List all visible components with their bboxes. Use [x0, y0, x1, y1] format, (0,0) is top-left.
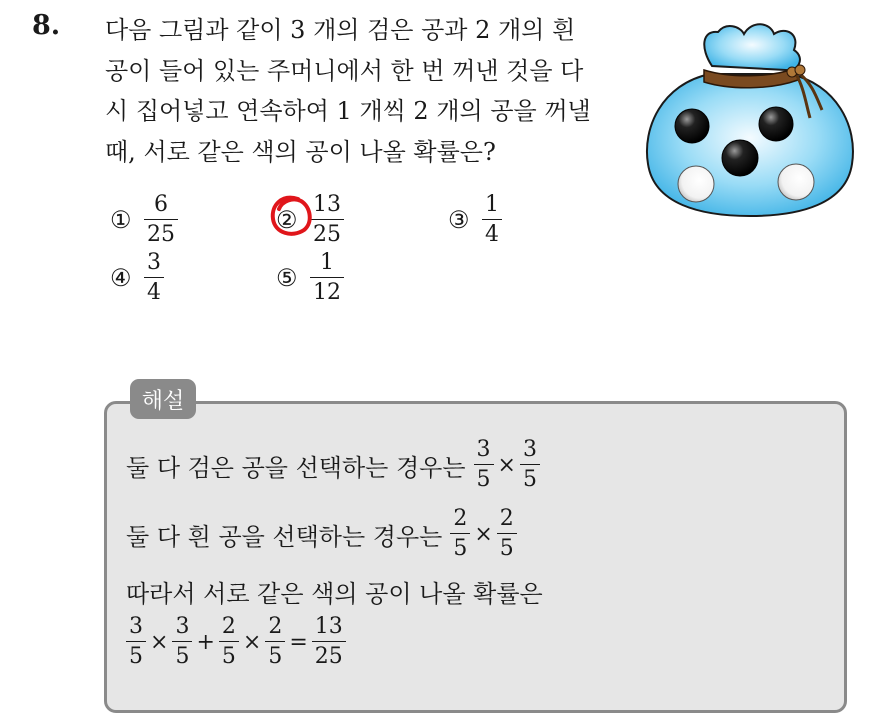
denominator: 4 [144, 277, 164, 306]
solution-equation [126, 614, 346, 670]
choice-3[interactable] [448, 192, 502, 248]
numerator: 2 [221, 614, 236, 639]
pouch-with-balls-icon [640, 18, 858, 218]
operator: × [497, 452, 516, 478]
fraction [497, 506, 517, 562]
question-text [105, 10, 625, 172]
fraction [312, 614, 346, 670]
choice-label-text: ② [276, 206, 298, 234]
choice-fraction [310, 192, 344, 248]
denominator: 25 [312, 641, 346, 670]
fraction [172, 614, 192, 670]
numerator: 3 [522, 437, 537, 462]
solution-text: 둘 다 검은 공을 선택하는 경우는 [126, 453, 466, 482]
numerator: 2 [499, 506, 514, 531]
solution-line-1 [126, 437, 540, 493]
question-line: 다음 그림과 같이 3 개의 검은 공과 2 개의 흰 [105, 16, 576, 44]
solution-text: 둘 다 흰 공을 선택하는 경우는 [126, 522, 443, 551]
solution-line-2 [126, 506, 517, 562]
operator: × [242, 629, 262, 655]
numerator: 1 [320, 250, 334, 275]
choice-fraction [144, 250, 164, 306]
choice-label [276, 206, 310, 234]
denominator: 5 [497, 533, 517, 562]
denominator: 5 [126, 641, 146, 670]
numerator: 6 [154, 192, 168, 217]
fraction [219, 614, 239, 670]
numerator: 2 [453, 506, 468, 531]
solution-tab: 해설 [130, 379, 196, 419]
fraction [265, 614, 285, 670]
numerator: 13 [313, 192, 341, 217]
numerator: 3 [129, 614, 143, 639]
denominator: 12 [310, 277, 344, 306]
solution-line-3 [126, 574, 543, 609]
fraction [126, 614, 146, 670]
fraction [450, 506, 470, 562]
denominator: 5 [219, 641, 239, 670]
operator: + [196, 629, 215, 655]
fraction [474, 437, 494, 493]
choice-fraction [310, 250, 344, 306]
choice-1[interactable] [110, 192, 178, 248]
choice-label: ⑤ [276, 264, 298, 292]
denominator: 25 [144, 219, 178, 248]
numerator: 3 [175, 614, 190, 639]
denominator: 5 [474, 464, 494, 493]
question-line: 때, 서로 같은 색의 공이 나올 확률은? [105, 137, 496, 166]
numerator: 3 [476, 437, 491, 462]
choice-4[interactable] [110, 250, 164, 306]
fraction [520, 437, 540, 493]
denominator: 5 [520, 464, 540, 493]
numerator: 2 [268, 614, 283, 639]
operator: = [289, 629, 308, 655]
denominator: 4 [482, 219, 502, 248]
operator: × [150, 629, 169, 655]
choice-fraction [144, 192, 178, 248]
numerator: 1 [485, 192, 499, 217]
denominator: 5 [172, 641, 192, 670]
question-number: 8. [32, 10, 61, 41]
choice-fraction [482, 192, 502, 248]
denominator: 25 [310, 219, 344, 248]
question-line: 공이 들어 있는 주머니에서 한 번 꺼낸 것을 다 [105, 56, 584, 85]
choice-2[interactable] [276, 192, 344, 248]
question-line: 시 집어넣고 연속하여 1 개씩 2 개의 공을 꺼낼 [105, 97, 591, 125]
operator: × [474, 521, 493, 547]
numerator: 3 [147, 250, 161, 275]
numerator: 13 [314, 614, 343, 639]
choice-label: ① [110, 206, 132, 234]
choice-label: ④ [110, 264, 132, 292]
denominator: 5 [265, 641, 285, 670]
choice-5[interactable] [276, 250, 344, 306]
denominator: 5 [450, 533, 470, 562]
choice-label: ③ [448, 206, 470, 234]
solution-text: 따라서 서로 같은 색의 공이 나올 확률은 [126, 580, 543, 608]
